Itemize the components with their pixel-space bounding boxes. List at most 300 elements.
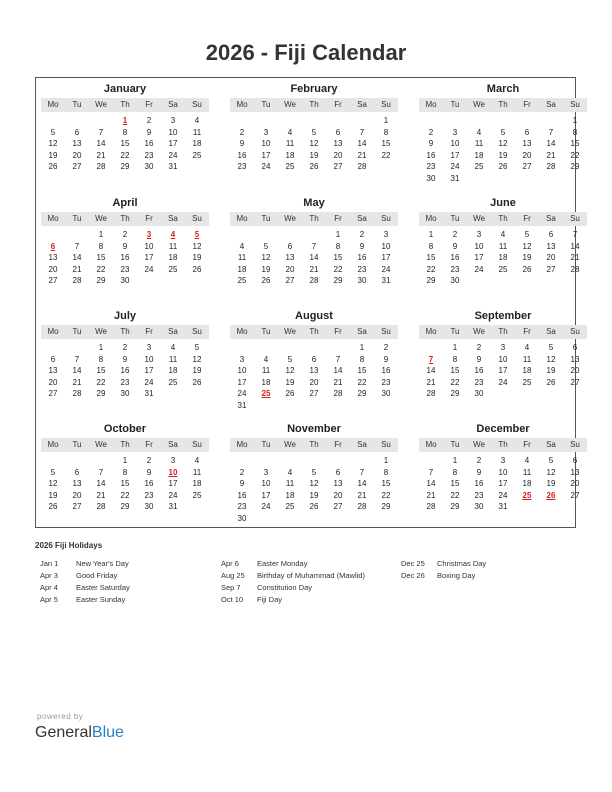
weekday-label: Th [120, 440, 130, 449]
day-cell: 24 [168, 150, 178, 160]
weeks [419, 229, 587, 287]
day-cell: 25 [237, 276, 247, 286]
weekday-label: Tu [450, 100, 460, 109]
day-cell: 1 [572, 116, 578, 125]
week-row [230, 400, 398, 412]
day-cell: 23 [120, 264, 130, 274]
day-cell: 17 [498, 479, 508, 489]
day-cell: 30 [120, 276, 130, 286]
day-cell: 27 [72, 162, 82, 172]
day-cell: 17 [498, 366, 508, 376]
weekday-label: Tu [261, 440, 271, 449]
day-cell: 11 [192, 127, 202, 137]
day-cell: 26 [498, 162, 508, 172]
day-cell: 2 [239, 467, 245, 477]
day-cell: 4 [194, 116, 200, 125]
month-february [230, 81, 398, 173]
day-cell: 13 [72, 479, 82, 489]
holiday-date: Apr 6 [221, 559, 239, 568]
holiday-date: Apr 4 [40, 583, 58, 592]
day-cell [41, 342, 65, 354]
day-cell: 28 [546, 162, 556, 172]
day-cell: 24 [450, 162, 460, 172]
day-cell [230, 229, 254, 241]
week-row [230, 377, 398, 389]
week-row [230, 264, 398, 276]
day-cell: 17 [144, 366, 154, 376]
week-row [230, 150, 398, 162]
month-name: October [103, 423, 147, 435]
day-cell: 22 [357, 377, 367, 387]
weekday-label: Th [309, 327, 319, 336]
day-cell: 29 [570, 162, 580, 172]
day-cell: 14 [426, 366, 436, 376]
day-cell: 3 [170, 116, 176, 125]
weeks [230, 115, 398, 173]
day-cell: 21 [546, 150, 556, 160]
day-cell: 2 [239, 127, 245, 137]
holiday-day-cell: 5 [194, 230, 200, 239]
weekday-label: Sa [168, 214, 178, 223]
day-cell: 6 [548, 230, 554, 239]
day-cell: 8 [428, 241, 434, 251]
day-cell: 16 [474, 479, 484, 489]
day-cell [185, 501, 209, 513]
day-cell [467, 115, 491, 127]
holiday-day-cell: 25 [261, 389, 271, 399]
day-cell: 2 [476, 343, 482, 352]
day-cell: 5 [50, 467, 56, 477]
generalblue-logo[interactable] [35, 724, 124, 742]
holiday-date: Dec 25 [401, 559, 425, 568]
weekday-label: Mo [236, 100, 248, 109]
day-cell: 29 [120, 162, 130, 172]
week-row [230, 342, 398, 354]
day-cell [185, 275, 209, 287]
day-cell: 22 [450, 490, 460, 500]
day-cell: 1 [122, 456, 128, 465]
month-name: December [476, 423, 530, 435]
week-row [41, 501, 209, 513]
month-september [419, 308, 587, 400]
day-cell: 2 [452, 230, 458, 239]
week-row [419, 455, 587, 467]
day-cell: 30 [426, 173, 436, 183]
day-cell: 16 [144, 139, 154, 149]
day-cell: 15 [450, 479, 460, 489]
day-cell: 20 [48, 377, 58, 387]
day-cell: 27 [570, 490, 580, 500]
weekday-label: Sa [168, 100, 178, 109]
day-cell: 9 [359, 241, 365, 251]
holiday-row [401, 558, 581, 570]
day-cell: 12 [192, 354, 202, 364]
day-cell: 23 [357, 264, 367, 274]
day-cell: 28 [426, 389, 436, 399]
day-cell: 24 [498, 490, 508, 500]
day-cell: 18 [168, 366, 178, 376]
day-cell: 26 [48, 162, 58, 172]
day-cell: 1 [452, 343, 458, 352]
week-row [230, 365, 398, 377]
holiday-date: Jan 1 [40, 559, 59, 568]
holiday-name: Constitution Day [257, 583, 313, 592]
holiday-name: Christmas Day [437, 559, 487, 568]
holiday-day-cell: 6 [50, 241, 56, 251]
holiday-name: Easter Saturday [76, 583, 130, 592]
weekday-label: Th [498, 100, 508, 109]
holiday-row [40, 594, 220, 606]
day-cell: 6 [311, 354, 317, 364]
day-cell: 21 [309, 264, 319, 274]
day-cell: 15 [96, 366, 106, 376]
holiday-row [221, 570, 401, 582]
day-cell: 9 [122, 241, 128, 251]
weekday-label: Mo [47, 100, 59, 109]
day-cell: 29 [333, 276, 343, 286]
weekday-label: We [473, 327, 485, 336]
day-cell: 8 [572, 127, 578, 137]
day-cell: 19 [48, 490, 58, 500]
week-row [41, 150, 209, 162]
day-cell: 31 [144, 389, 154, 399]
day-cell [563, 173, 587, 185]
weekday-label: Su [570, 327, 580, 336]
day-cell [161, 388, 185, 400]
weekday-label: Mo [47, 327, 59, 336]
week-row [41, 241, 209, 253]
weekday-label: Tu [72, 327, 82, 336]
day-cell: 20 [546, 253, 556, 263]
day-cell: 2 [428, 127, 434, 137]
day-cell: 29 [381, 502, 391, 512]
week-row [230, 478, 398, 490]
day-cell: 28 [309, 276, 319, 286]
day-cell: 11 [261, 366, 271, 376]
weekday-label: Fr [145, 440, 153, 449]
day-cell: 6 [50, 354, 56, 364]
day-cell: 14 [96, 479, 106, 489]
day-cell: 20 [72, 490, 82, 500]
day-cell: 19 [309, 490, 319, 500]
week-row [230, 467, 398, 479]
day-cell: 17 [474, 253, 484, 263]
day-cell: 7 [428, 467, 434, 477]
day-cell: 7 [98, 467, 104, 477]
day-cell: 18 [168, 253, 178, 263]
day-cell: 31 [381, 276, 391, 286]
weekday-header-row [41, 325, 209, 339]
day-cell: 26 [261, 276, 271, 286]
day-cell: 5 [263, 241, 269, 251]
weekday-label: Su [192, 214, 202, 223]
week-row [41, 161, 209, 173]
weekday-label: We [95, 100, 107, 109]
day-cell: 10 [450, 139, 460, 149]
weekday-label: Tu [72, 100, 82, 109]
day-cell: 3 [239, 354, 245, 364]
week-row [230, 252, 398, 264]
day-cell: 19 [192, 253, 202, 263]
weeks [419, 115, 587, 185]
day-cell: 9 [476, 354, 482, 364]
day-cell: 24 [474, 264, 484, 274]
day-cell: 8 [452, 354, 458, 364]
day-cell: 3 [383, 230, 389, 239]
day-cell: 29 [450, 502, 460, 512]
day-cell: 8 [98, 354, 104, 364]
day-cell: 12 [498, 139, 508, 149]
weekday-label: Sa [357, 100, 367, 109]
day-cell: 23 [237, 162, 247, 172]
month-name: August [295, 310, 333, 322]
weekday-header-row [419, 438, 587, 452]
week-row [419, 478, 587, 490]
weekday-label: Th [309, 214, 319, 223]
holiday-column [40, 558, 220, 606]
week-row [230, 275, 398, 287]
day-cell: 12 [309, 139, 319, 149]
day-cell: 22 [570, 150, 580, 160]
day-cell: 16 [144, 479, 154, 489]
day-cell: 18 [498, 253, 508, 263]
day-cell [563, 275, 587, 287]
day-cell [230, 342, 254, 354]
day-cell: 6 [524, 127, 530, 137]
day-cell: 21 [96, 490, 106, 500]
weeks [41, 342, 209, 400]
day-cell: 21 [72, 377, 82, 387]
day-cell: 7 [98, 127, 104, 137]
week-row [419, 388, 587, 400]
day-cell: 3 [146, 343, 152, 352]
week-row [230, 161, 398, 173]
day-cell: 5 [287, 354, 293, 364]
month-name: November [287, 423, 341, 435]
week-row [41, 229, 209, 241]
day-cell [374, 400, 398, 412]
day-cell: 4 [287, 127, 293, 137]
brand-general-text: General [35, 724, 92, 741]
holiday-row [221, 558, 401, 570]
day-cell: 13 [570, 354, 580, 364]
day-cell: 2 [359, 230, 365, 239]
day-cell: 23 [426, 162, 436, 172]
week-row [41, 138, 209, 150]
day-cell: 16 [357, 253, 367, 263]
weekday-label: Mo [425, 100, 437, 109]
day-cell: 7 [359, 467, 365, 477]
weekday-header-row [419, 212, 587, 226]
week-row [419, 161, 587, 173]
day-cell: 16 [381, 366, 391, 376]
day-cell: 26 [522, 264, 532, 274]
day-cell [137, 275, 161, 287]
day-cell: 23 [474, 490, 484, 500]
weekday-label: We [284, 214, 296, 223]
weekday-label: We [284, 440, 296, 449]
day-cell: 22 [96, 377, 106, 387]
day-cell [161, 275, 185, 287]
day-cell: 20 [522, 150, 532, 160]
day-cell: 15 [450, 366, 460, 376]
day-cell: 10 [498, 354, 508, 364]
day-cell: 2 [476, 456, 482, 465]
day-cell: 6 [335, 467, 341, 477]
day-cell: 26 [48, 502, 58, 512]
day-cell: 6 [74, 127, 80, 137]
day-cell [563, 388, 587, 400]
weekday-label: Fr [334, 327, 342, 336]
day-cell: 13 [48, 366, 58, 376]
day-cell [539, 501, 563, 513]
month-november [230, 421, 398, 525]
day-cell [302, 400, 326, 412]
day-cell: 8 [122, 127, 128, 137]
day-cell: 1 [452, 456, 458, 465]
day-cell [326, 342, 350, 354]
day-cell: 11 [285, 139, 295, 149]
day-cell: 24 [381, 264, 391, 274]
week-row [41, 478, 209, 490]
day-cell: 14 [570, 241, 580, 251]
week-row [230, 241, 398, 253]
week-row [41, 252, 209, 264]
day-cell: 8 [383, 467, 389, 477]
day-cell: 27 [546, 264, 556, 274]
day-cell: 17 [381, 253, 391, 263]
day-cell: 26 [285, 389, 295, 399]
day-cell [89, 455, 113, 467]
day-cell [539, 173, 563, 185]
weekday-header-row [41, 212, 209, 226]
month-name: March [486, 83, 520, 95]
day-cell: 21 [570, 253, 580, 263]
day-cell [491, 388, 515, 400]
day-cell: 15 [120, 479, 130, 489]
day-cell: 27 [72, 502, 82, 512]
day-cell: 20 [309, 377, 319, 387]
day-cell: 17 [261, 150, 271, 160]
day-cell [302, 115, 326, 127]
day-cell: 15 [570, 139, 580, 149]
day-cell [491, 275, 515, 287]
day-cell: 1 [335, 230, 341, 239]
month-october [41, 421, 209, 513]
holiday-name: New Year's Day [76, 559, 129, 568]
day-cell: 5 [194, 343, 200, 352]
day-cell: 20 [48, 264, 58, 274]
day-cell: 26 [309, 162, 319, 172]
week-row [419, 264, 587, 276]
week-row [419, 150, 587, 162]
day-cell: 19 [522, 253, 532, 263]
day-cell: 19 [498, 150, 508, 160]
day-cell [254, 115, 278, 127]
day-cell: 11 [237, 253, 247, 263]
day-cell [419, 455, 443, 467]
day-cell: 2 [122, 230, 128, 239]
weekday-label: Su [192, 100, 202, 109]
day-cell: 16 [237, 490, 247, 500]
weekday-label: Su [570, 100, 580, 109]
day-cell: 19 [285, 377, 295, 387]
weekday-label: Tu [261, 100, 271, 109]
day-cell: 25 [192, 150, 202, 160]
day-cell: 1 [428, 230, 434, 239]
day-cell: 19 [261, 264, 271, 274]
weekday-label: We [95, 440, 107, 449]
day-cell: 21 [72, 264, 82, 274]
day-cell: 4 [170, 343, 176, 352]
holiday-date: Dec 26 [401, 571, 425, 580]
day-cell: 27 [333, 502, 343, 512]
day-cell: 13 [48, 253, 58, 263]
day-cell: 8 [452, 467, 458, 477]
day-cell: 18 [285, 150, 295, 160]
day-cell [374, 161, 398, 173]
day-cell: 5 [500, 127, 506, 137]
day-cell: 28 [96, 162, 106, 172]
month-name: February [290, 83, 338, 95]
day-cell: 14 [72, 253, 82, 263]
day-cell: 13 [333, 139, 343, 149]
day-cell [41, 115, 65, 127]
week-row [419, 252, 587, 264]
weeks [419, 455, 587, 513]
week-row [419, 115, 587, 127]
week-row [41, 455, 209, 467]
day-cell: 12 [546, 467, 556, 477]
weekday-label: Fr [523, 100, 531, 109]
weekday-label: Fr [334, 100, 342, 109]
day-cell [65, 115, 89, 127]
day-cell: 20 [333, 150, 343, 160]
weekday-label: Fr [334, 440, 342, 449]
weekday-label: Th [120, 100, 130, 109]
holiday-date: Apr 3 [40, 571, 58, 580]
day-cell [326, 455, 350, 467]
day-cell: 9 [239, 139, 245, 149]
day-cell: 4 [524, 343, 530, 352]
day-cell: 22 [450, 377, 460, 387]
day-cell [515, 501, 539, 513]
day-cell: 6 [287, 241, 293, 251]
week-row [230, 490, 398, 502]
day-cell [254, 455, 278, 467]
day-cell: 3 [263, 127, 269, 137]
holiday-day-cell: 3 [146, 230, 152, 239]
day-cell: 15 [120, 139, 130, 149]
weekday-header-row [41, 438, 209, 452]
holiday-day-cell: 10 [168, 467, 178, 477]
day-cell: 18 [192, 139, 202, 149]
day-cell: 25 [168, 377, 178, 387]
week-row [419, 127, 587, 139]
day-cell: 18 [237, 264, 247, 274]
holiday-date: Sep 7 [221, 583, 241, 592]
holiday-day-cell: 1 [122, 116, 128, 125]
weeks [230, 229, 398, 287]
day-cell: 30 [357, 276, 367, 286]
month-march [419, 81, 587, 185]
day-cell: 31 [237, 400, 247, 410]
day-cell: 18 [261, 377, 271, 387]
day-cell: 11 [498, 241, 508, 251]
day-cell [539, 275, 563, 287]
week-row [41, 365, 209, 377]
month-january [41, 81, 209, 173]
